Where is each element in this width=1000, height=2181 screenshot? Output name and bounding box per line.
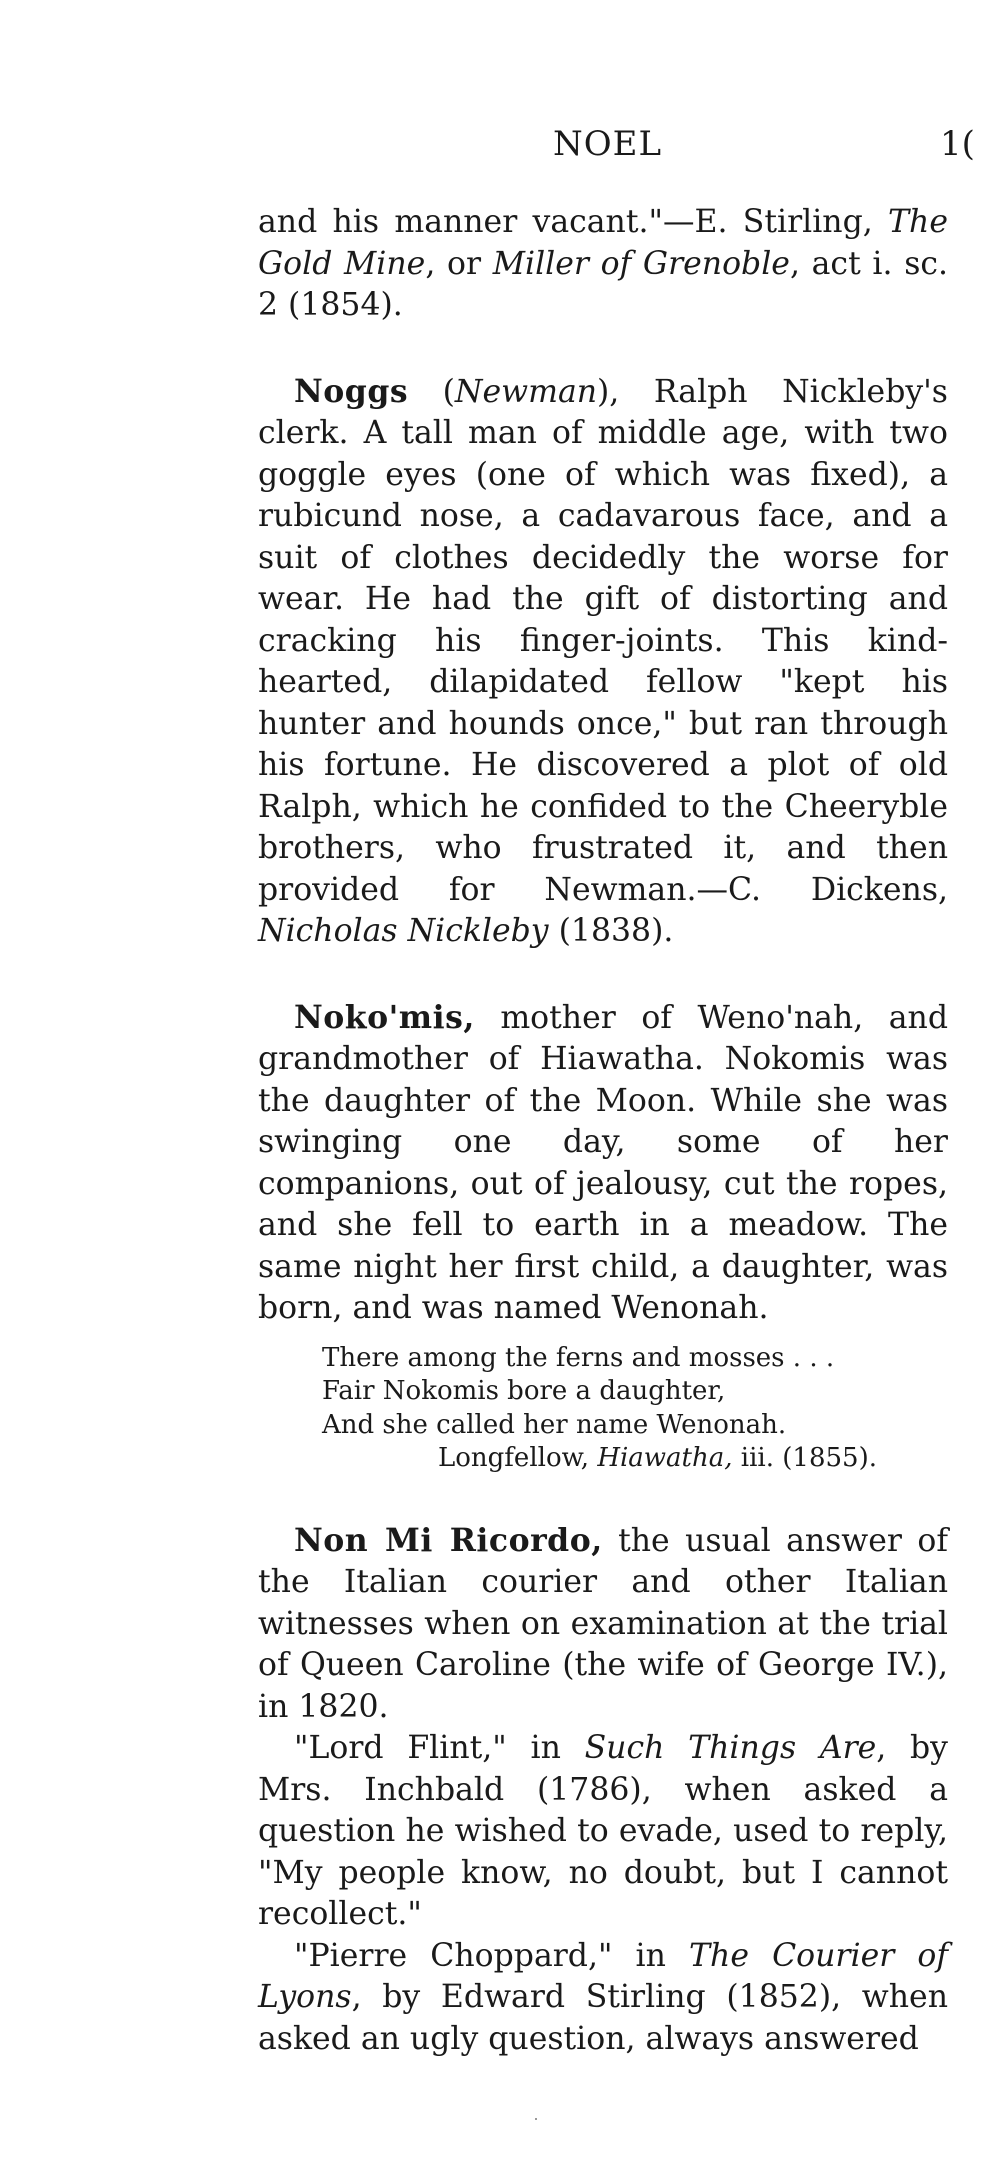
- work-title: Nicholas Nickleby: [258, 913, 549, 949]
- text-run: , act i. sc. 2 (1854).: [258, 245, 949, 323]
- entry-nokomis: [258, 997, 948, 1476]
- text-run: , by Edward Stirling (1852), when asked an ugly question, always answered: [258, 1979, 948, 2057]
- entry-body: Ralph Nickleby's clerk. A tall man of middle age, with two goggle eyes (one of which was fixed), a rubicund nose, a cadavarous face, and a suit of clothes decidedly the worse for wear. He had the gift of distorting and cracking his finger-joints. This kind-hearted, dilapidated fellow "kept his hunter and hounds once," but ran through his fortune. He discovered a plot of old Ralph, which he confided to the Cheeryble brothers, who frustrated it, and then provided for Newman.—C. Dickens,: [258, 373, 948, 908]
- text-run: and his manner vacant."—E. Stirling,: [258, 204, 889, 240]
- work-title: Such Things Are: [584, 1730, 877, 1766]
- entry-paragraph: [258, 1520, 948, 1729]
- entry-continuation: [258, 202, 948, 327]
- text-column: [258, 202, 948, 2104]
- text-run: Longfellow,: [438, 1443, 598, 1473]
- entry-paragraph: [258, 997, 948, 1330]
- work-title: The Courier of Lyons: [258, 1937, 948, 2015]
- work-title: Hiawatha,: [597, 1443, 733, 1473]
- page-header: [0, 120, 1000, 170]
- page-number: 1(: [940, 124, 975, 164]
- entry-non-mi-ricordo: [258, 1520, 948, 2061]
- text-run: "Lord Flint," in: [294, 1730, 585, 1766]
- entry-paragraph: [258, 1728, 948, 1936]
- continuation-paragraph: [258, 202, 948, 327]
- text-run: ),: [597, 373, 654, 410]
- text-run: , by Mrs. Inchbald (1786), when asked a question he wished to evade, used to reply, "My people know, no doubt, but I cannot recollect.": [258, 1730, 948, 1932]
- text-run: (1838).: [548, 913, 674, 949]
- work-title: The Gold Mine: [258, 204, 948, 282]
- entry-body: mother of Weno'nah, and grandmother of Hiawatha. Nokomis was the daughter of the Moon. While she was swinging one day, some of her companions, out of jealousy, cut the ropes, and she fell to earth in a meadow. The same night her first child, a daughter, was born, and was named Wenonah.: [258, 999, 948, 1326]
- text-run: , or: [425, 245, 493, 282]
- headword: Noko'mis,: [294, 998, 475, 1036]
- work-title: Miller of Grenoble: [492, 245, 790, 282]
- verse-line: Fair Nokomis bore a daughter,: [322, 1376, 726, 1406]
- entry-paragraph: [258, 1936, 948, 2061]
- text-run: (: [408, 373, 455, 410]
- entry-paragraph: [258, 371, 948, 953]
- entry-noggs: [258, 371, 948, 953]
- quote-attribution: [322, 1442, 948, 1476]
- entry-body: the usual answer of the Italian courier and other Italian witnesses when on examination at the trial of Queen Caroline (the wife of George IV.), in 1820.: [258, 1522, 948, 1725]
- given-name: Newman: [454, 373, 598, 410]
- running-head: NOEL: [553, 124, 663, 164]
- text-run: iii. (1855).: [732, 1443, 877, 1473]
- verse-line: And she called her name Wenonah.: [322, 1409, 787, 1440]
- headword: Non Mi Ricordo,: [294, 1521, 603, 1559]
- verse-line: There among the ferns and mosses . . .: [322, 1342, 835, 1373]
- paper-speck: [535, 2118, 537, 2120]
- text-run: "Pierre Choppard," in: [294, 1937, 690, 1974]
- headword: Noggs: [294, 372, 409, 410]
- verse-quotation: [322, 1342, 948, 1476]
